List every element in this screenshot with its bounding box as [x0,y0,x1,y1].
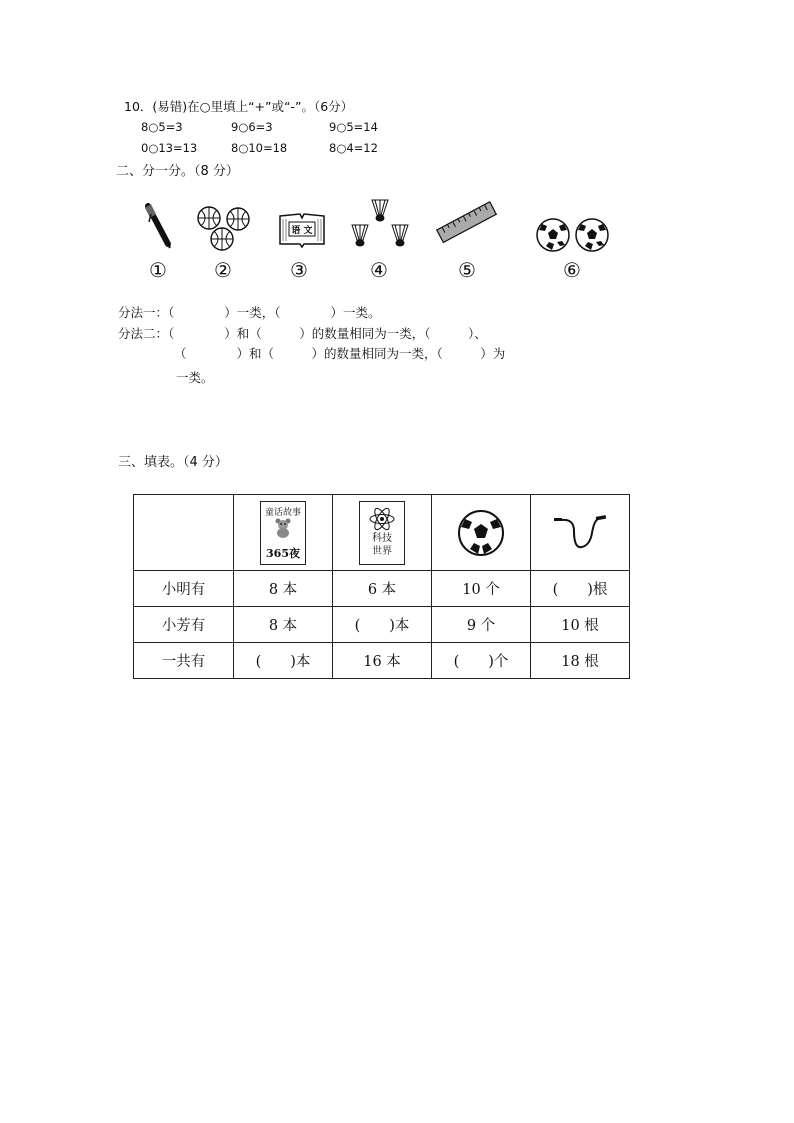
method-2-line: 一类。 [176,370,214,385]
book-title-line: 科技 [372,532,392,544]
table-cell: 10 根 [531,607,630,643]
item-number: ⑤ [458,258,476,282]
table-row [134,607,630,643]
section-3-heading: 三、填表。（4 分） [118,455,228,470]
item-number: ④ [370,258,388,282]
row-label: 小芳有 [134,607,234,643]
method-1-line: 分法一：（ ）一类，（ ）一类。 [118,305,381,320]
item-number: ③ [290,258,308,282]
table-row [134,571,630,607]
atom-icon [368,506,396,532]
table-row [134,643,630,679]
bear-icon [274,518,292,538]
table-header-row [134,495,630,571]
book-icon [278,210,326,250]
table-cell: ( )根 [531,571,630,607]
header-cell [234,495,333,571]
item-number: ⑥ [563,258,581,282]
table-cell: 18 根 [531,643,630,679]
equation: 0○13=13 [141,141,198,155]
shuttlecocks-icon [350,197,412,255]
question-10-title: 10．(易错)在○里填上“+”或“-”。（6分） [124,99,354,114]
equation: 9○5=14 [329,120,378,134]
equation: 8○5=3 [141,120,183,134]
fairy-tale-book-icon [260,501,306,565]
table-cell: 8 本 [234,571,333,607]
table-cell: 8 本 [234,607,333,643]
empty-header-cell [134,495,234,571]
method-2-line: （ ）和（ ）的数量相同为一类，（ ）为 [174,346,506,361]
table-cell: ( )个 [432,643,531,679]
method-2-line: 分法二：（ ）和（ ）的数量相同为一类，（ ）、 [118,326,487,341]
item-number: ① [149,258,167,282]
row-label: 一共有 [134,643,234,679]
equation: 9○6=3 [231,120,273,134]
table-cell: 10 个 [432,571,531,607]
row-label: 小明有 [134,571,234,607]
book-label: 语 文 [291,226,313,236]
header-cell [432,495,531,571]
equation: 8○10=18 [231,141,288,155]
header-cell [333,495,432,571]
table-cell: 9 个 [432,607,531,643]
section-2-heading: 二、分一分。（8 分） [116,164,239,179]
soccer-ball-icon [457,509,505,557]
table-cell: ( )本 [333,607,432,643]
book-title: 童话故事 [264,507,301,518]
book-title [360,532,404,558]
fill-table [133,494,630,679]
header-cell [531,495,630,571]
item-number: ② [214,258,232,282]
table-cell: 6 本 [333,571,432,607]
basketballs-icon [195,204,253,254]
soccer-balls-icon [536,216,610,254]
table-cell: 16 本 [333,643,432,679]
pen-icon [140,200,176,250]
book-title-line: 世界 [372,545,392,557]
equation: 8○4=12 [329,141,378,155]
ruler-icon [435,197,499,249]
book-subtitle: 365夜 [266,546,300,560]
science-book-icon [359,501,405,565]
table-cell: ( )本 [234,643,333,679]
jump-rope-icon [552,513,608,553]
